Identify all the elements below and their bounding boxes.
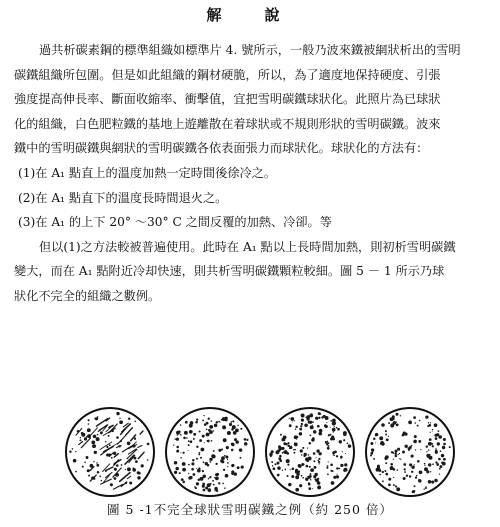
method-item-1: (1)在 A₁ 點直上的溫度加熱一定時間後徐冷之。 <box>18 165 277 180</box>
figure-caption: 圖 5 -1不完全球狀雪明碳鐵之例（約 250 倍） <box>107 502 393 517</box>
micrograph-3 <box>266 408 354 496</box>
paragraph2-line-3: 狀化不完全的組織之數例。 <box>14 288 161 303</box>
micrograph-figures <box>60 402 460 502</box>
method-item-3: (3)在 A₁ 的上下 20° ～30° C 之間反覆的加熱、冷卻。等 <box>18 215 332 230</box>
paragraph1-line-3: 強度提高伸長率、斷面收縮率、衝擊值，宜把雪明碳鐵球狀化。此照片為已球狀 <box>14 92 441 107</box>
paragraph2-line-2: 變大，而在 A₁ 點附近冷却快速，則共析雪明碳鐵顆粒較細。圖 5 － 1 所示乃球 <box>14 264 445 279</box>
paragraph2-line-1: 但以(1)之方法較被普遍使用。此時在 A₁ 點以上長時間加熱，則初析雪明碳鐵 <box>39 239 456 254</box>
method-item-2: (2)在 A₁ 點直下的溫度長時間退火之。 <box>18 190 228 205</box>
micrograph-2 <box>166 408 254 496</box>
body-text <box>14 38 488 309</box>
micrograph-4 <box>366 408 454 496</box>
paragraph1-line-1: 過共析碳素鋼的標準組織如標準片 4. 號所示，一般乃波來鐵被網狀析出的雪明 <box>39 43 461 57</box>
section-heading: 解 說 <box>206 6 294 24</box>
paragraph1-line-2: 碳鐵組織所包圍。但是如此組織的鋼材硬脆，所以，為了適度地保持硬度、引張 <box>14 67 441 82</box>
micrograph-1 <box>66 408 154 496</box>
paragraph1-line-5: 鐵中的雪明碳鐵與網狀的雪明碳鐵各依表面張力而球狀化。球狀化的方法有： <box>14 141 429 156</box>
paragraph1-line-4: 化的組織，白色肥粒鐵的基地上遊離散在着球狀或不規則形狀的雪明碳鐵。波來 <box>14 116 441 131</box>
